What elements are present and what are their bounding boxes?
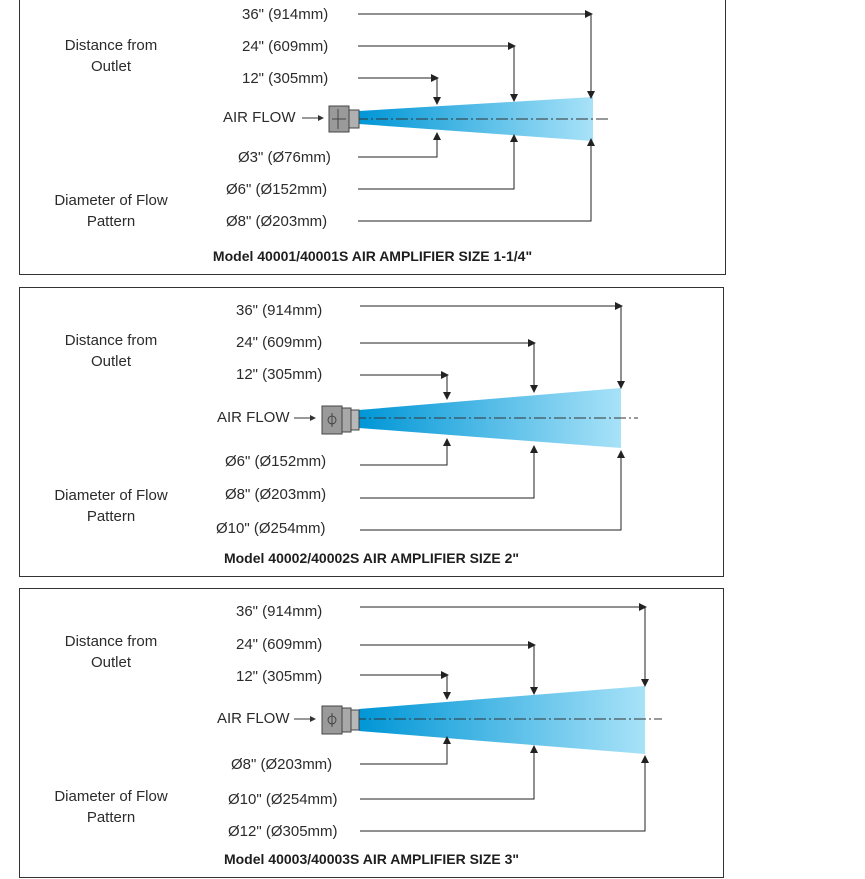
leader-12in — [360, 375, 447, 393]
nozzle-icon — [322, 706, 359, 734]
distance-label-line2: Outlet — [90, 353, 132, 370]
leader-24in — [358, 46, 514, 96]
diameter-label-line1: Diameter of Flow — [54, 788, 168, 805]
leader-dia-small — [360, 443, 447, 465]
leader-36in — [358, 14, 591, 91]
diameter-label-line2: Pattern — [86, 213, 136, 230]
diameter-label-2 — [41, 485, 181, 527]
diagram-panel-3 — [19, 588, 724, 878]
diameter-small: Ø3" (Ø76mm) — [238, 149, 331, 166]
diameter-large: Ø8" (Ø203mm) — [226, 213, 328, 230]
arrow-head — [310, 415, 316, 421]
nozzle-icon — [322, 406, 359, 434]
diameter-small: Ø6" (Ø152mm) — [225, 453, 327, 470]
diameter-large: Ø10" (Ø254mm) — [216, 520, 326, 537]
air-flow-label: AIR FLOW — [217, 710, 290, 727]
distance-label-line2: Outlet — [90, 58, 132, 75]
air-flow-label: AIR FLOW — [223, 109, 296, 126]
diameter-mid: Ø6" (Ø152mm) — [226, 181, 328, 198]
distance-label-1 — [41, 35, 181, 77]
leader-dia-large — [360, 761, 645, 831]
diameter-small: Ø8" (Ø203mm) — [231, 756, 333, 773]
distance-label-line1: Distance from — [64, 37, 158, 54]
diameter-label-line1: Diameter of Flow — [54, 192, 168, 209]
distance-36in: 36" (914mm) — [236, 603, 323, 620]
leader-12in — [358, 78, 437, 98]
distance-24in: 24" (609mm) — [236, 334, 323, 351]
leader-12in — [360, 675, 447, 693]
diameter-mid: Ø10" (Ø254mm) — [228, 791, 338, 808]
diameter-label-line2: Pattern — [86, 508, 136, 525]
diagram-panel-1 — [19, 0, 726, 275]
distance-12in: 12" (305mm) — [236, 668, 323, 685]
panel-title: Model 40003/40003S AIR AMPLIFIER SIZE 3" — [223, 851, 520, 867]
diameter-label-line2: Pattern — [86, 809, 136, 826]
diameter-large: Ø12" (Ø305mm) — [228, 823, 338, 840]
diagram-panel-2 — [19, 287, 724, 577]
air-flow-label: AIR FLOW — [217, 409, 290, 426]
leader-dia-large — [360, 456, 621, 530]
leader-36in — [360, 607, 645, 679]
distance-label-line2: Outlet — [90, 654, 132, 671]
diameter-label-1 — [41, 190, 181, 232]
leader-dia-small — [358, 137, 437, 157]
distance-12in: 12" (305mm) — [236, 366, 323, 383]
nozzle-icon — [329, 106, 359, 132]
leader-dia-small — [360, 741, 447, 764]
distance-label-line1: Distance from — [64, 633, 158, 650]
diameter-label-3 — [41, 786, 181, 828]
distance-label-line1: Distance from — [64, 332, 158, 349]
diameter-mid: Ø8" (Ø203mm) — [225, 486, 327, 503]
panel-title: Model 40002/40002S AIR AMPLIFIER SIZE 2" — [223, 550, 520, 566]
diameter-label-line1: Diameter of Flow — [54, 487, 168, 504]
distance-36in: 36" (914mm) — [236, 302, 323, 319]
distance-label-3 — [41, 631, 181, 673]
leader-dia-large — [358, 143, 591, 221]
distance-24in: 24" (609mm) — [236, 636, 323, 653]
leader-dia-mid — [358, 139, 514, 189]
arrow-head — [310, 716, 316, 722]
distance-12in: 12" (305mm) — [242, 70, 329, 87]
distance-24in: 24" (609mm) — [242, 38, 329, 55]
flow-pattern — [359, 686, 645, 754]
arrow-head — [318, 115, 324, 121]
distance-36in: 36" (914mm) — [242, 6, 329, 23]
panel-title: Model 40001/40001S AIR AMPLIFIER SIZE 1-1/4" — [212, 248, 533, 264]
distance-label-2 — [41, 330, 181, 372]
